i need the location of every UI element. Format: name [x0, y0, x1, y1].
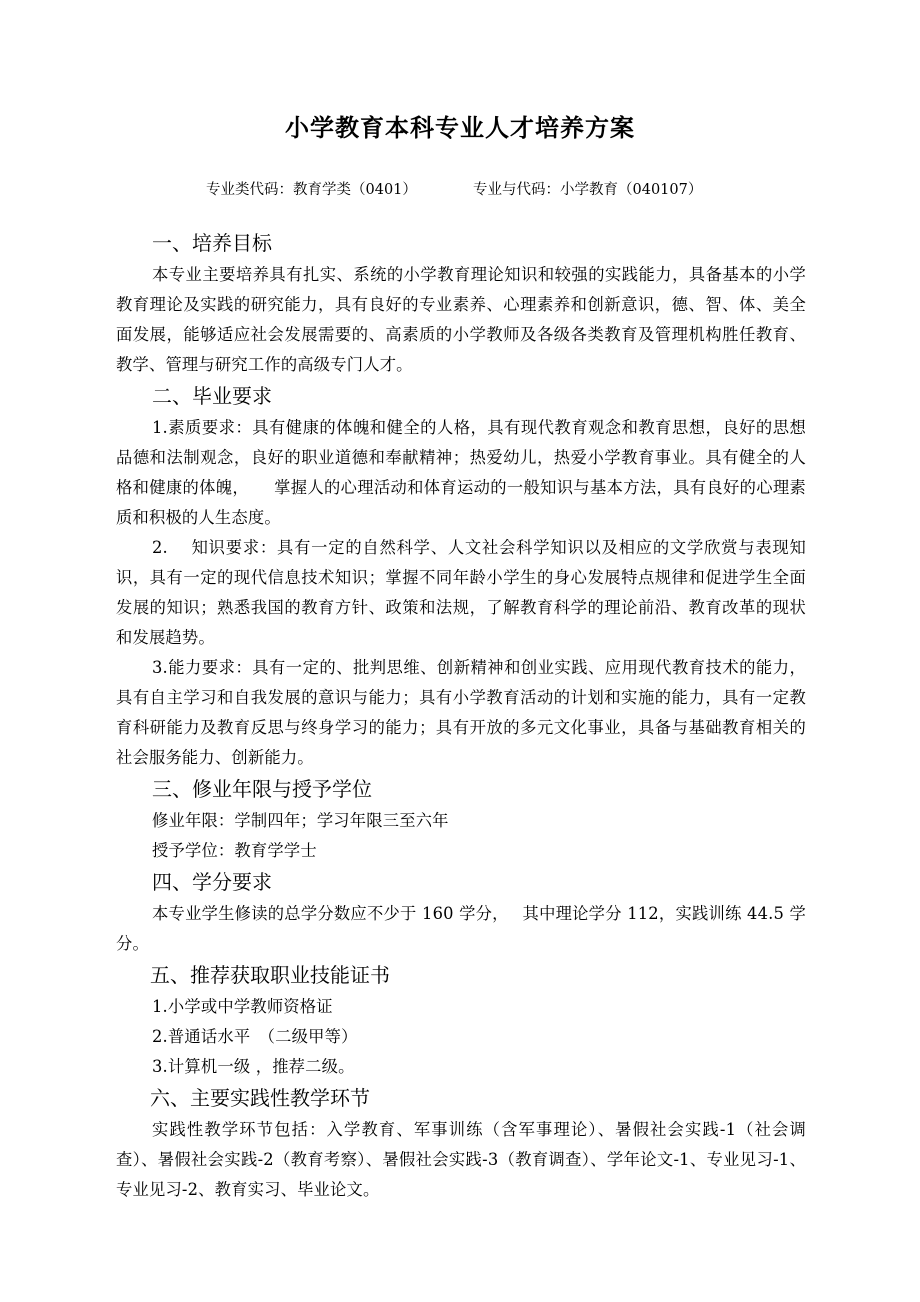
section-heading-practical-teaching: 六、主要实践性教学环节	[150, 1086, 370, 1110]
document-body	[116, 227, 806, 1205]
requirement-knowledge: 2. 知识要求：具有一定的自然科学、人文社会科学知识以及相应的文学欣赏与表现知识，具有一定的现代信息技术知识；掌握不同年龄小学生的身心发展特点规律和促进学生全面发展的知识；熟悉我国的教育方针、政策和法规，了解教育科学的理论前沿、教育改革的现状和发展趋势。	[116, 538, 806, 647]
practical-teaching-paragraph: 实践性教学环节包括：入学教育、军事训练（含军事理论）、暑假社会实践-1（社会调查）、暑假社会实践-2（教育考察）、暑假社会实践-3（教育调查）、学年论文-1、专业见习-1、专业见习-2、教育实习、毕业论文。	[116, 1120, 806, 1199]
objectives-paragraph: 本专业主要培养具有扎实、系统的小学教育理论知识和较强的实践能力，具备基本的小学教育理论及实践的研究能力，具有良好的专业素养、心理素养和创新意识，德、智、体、美全面发展，能够适应社会发展需要的、高素质的小学教师及各级各类教育及管理机构胜任教育、教学、管理与研究工作的高级专门人才。	[116, 265, 806, 374]
section-heading-objectives: 一、培养目标	[152, 231, 272, 255]
study-duration: 修业年限：学制四年；学习年限三至六年	[152, 811, 449, 830]
section-heading-duration-degree: 三、修业年限与授予学位	[152, 777, 372, 801]
requirement-quality: 1.素质要求：具有健康的体魄和健全的人格，具有现代教育观念和教育思想，良好的思想品德和法制观念，良好的职业道德和奉献精神；热爱幼儿，热爱小学教育事业。具有健全的人格和健康的体魄， 掌握人的心理活动和体育运动的一般知识与基本方法，具有良好的心理素质和积极的人生态度。	[116, 418, 806, 527]
requirement-ability: 3.能力要求：具有一定的、批判思维、创新精神和创业实践、应用现代教育技术的能力，具有自主学习和自我发展的意识与能力；具有小学教育活动的计划和实施的能力，具有一定教育科研能力及教育反思与终身学习的能力；具有开放的多元文化事业，具备与基础教育相关的社会服务能力、创新能力。	[116, 658, 806, 767]
section-heading-graduation-requirements: 二、毕业要求	[152, 384, 272, 408]
certificate-item: 2.普通话水平 （二级甲等）	[152, 1027, 358, 1046]
section-heading-credits: 四、学分要求	[152, 870, 272, 894]
major-class-code: 专业类代码：教育学类（0401）	[206, 182, 417, 198]
credits-paragraph: 本专业学生修读的总学分数应不少于 160 学分， 其中理论学分 112，实践训练 44.5 学分。	[116, 904, 806, 953]
degree-awarded: 授予学位：教育学学士	[152, 841, 317, 860]
section-heading-certificates: 五、推荐获取职业技能证书	[150, 963, 390, 987]
major-code: 专业与代码：小学教育（040107）	[473, 182, 703, 198]
document-title: 小学教育本科专业人才培养方案	[285, 114, 635, 142]
certificate-item: 3.计算机一级 ，推荐二级。	[152, 1057, 355, 1076]
certificate-item: 1.小学或中学教师资格证	[152, 997, 333, 1016]
